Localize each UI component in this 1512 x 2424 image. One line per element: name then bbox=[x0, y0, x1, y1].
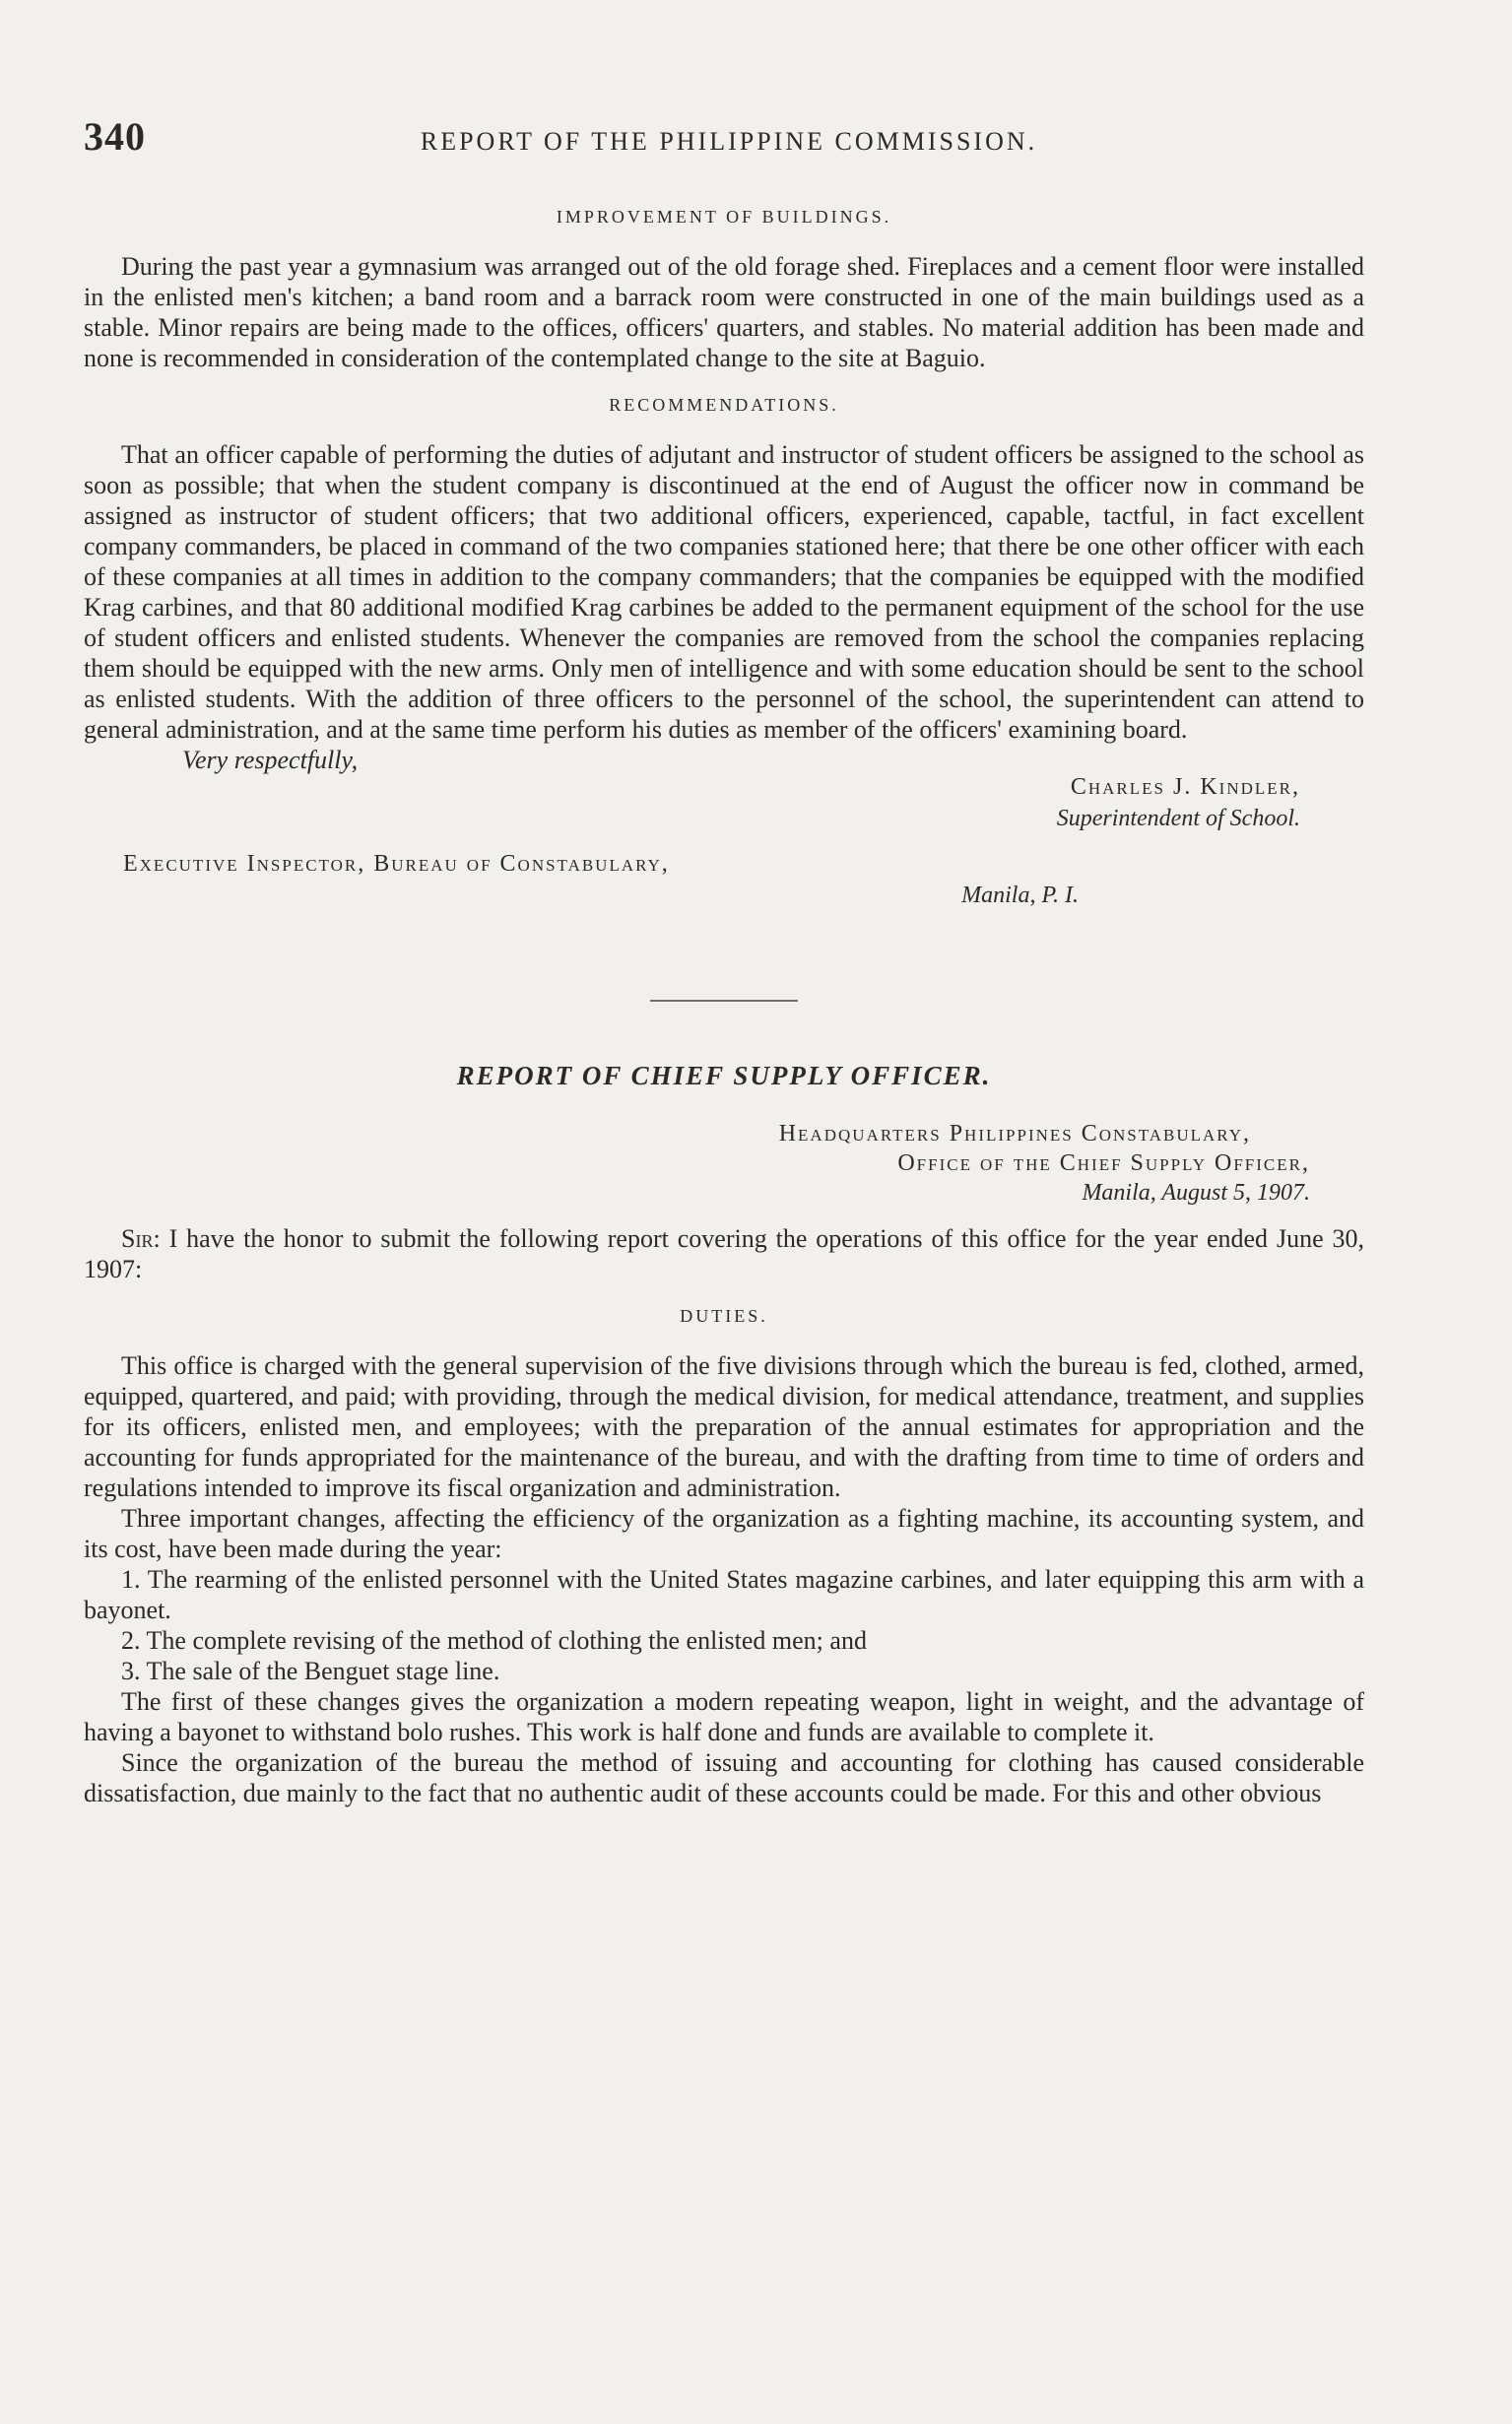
letterhead-date: Manila, August 5, 1907. bbox=[1082, 1180, 1310, 1206]
signature-name: Charles J. Kindler, bbox=[1070, 774, 1300, 800]
page-header bbox=[84, 113, 1364, 160]
text-column bbox=[84, 113, 1364, 1808]
first-change-paragraph: The first of these changes gives the organization a modern repeating weapon, light in weight, and the advantage of having a bayonet to withstand bolo rushes. This work is half done and funds are available to complete it. bbox=[84, 1687, 1364, 1746]
running-title: REPORT OF THE PHILIPPINE COMMISSION. bbox=[420, 127, 1038, 156]
recommendations-paragraph: That an officer capable of performing the duties of adjutant and instructor of student officers be assigned to the school as soon as possible; that when the student company is discontinued at the end of August the officer now in command be assigned as instructor of student officers; that two additional officers, experienced, capable, tactful, in fact excellent company commanders, be placed in command of the two companies stationed here; that there be one other officer with each of these companies at all times in addition to the company commanders; that the companies be equipped with the modified Krag carbines, and that 80 additional modified Krag carbines be added to the permanent equipment of the school for the use of student officers and enlisted students. Whenever the companies are removed from the school the companies replacing them should be equipped with the new arms. Only men of intelligence and with some education should be sent to the school as enlisted students. With the addition of three officers to the personnel of the school, the superintendent can attend to general administration, and at the same time perform his duties as member of the officers' examining board. bbox=[84, 440, 1364, 744]
closing-line: Very respectfully, bbox=[182, 746, 359, 774]
intro-text: I have the honor to submit the following report covering the operations of this office for the year ended June 30, 1907: bbox=[84, 1224, 1365, 1283]
addressee-line: Executive Inspector, Bureau of Constabulary, bbox=[123, 851, 670, 877]
change-item-1: 1. The rearming of the enlisted personnel with the United States magazine carbines, and later equipping this arm with a bayonet. bbox=[84, 1565, 1364, 1624]
duties-paragraph: This office is charged with the general supervision of the five divisions through which the bureau is fed, clothed, armed, equipped, quartered, and paid; with providing, through the medical division, for medical attendance, treatment, and supplies for its officers, enlisted men, and employees; with the preparation of the annual estimates for appropriation and the accounting for funds appropriated for the maintenance of the bureau, and with the drafting from time to time of orders and regulations intended to improve its fiscal organization and administration. bbox=[84, 1351, 1364, 1502]
letterhead-line-2: Office of the Chief Supply Officer, bbox=[897, 1150, 1310, 1176]
report-title: REPORT OF CHIEF SUPPLY OFFICER. bbox=[456, 1061, 992, 1090]
signature-block bbox=[84, 771, 1364, 834]
letterhead bbox=[84, 1119, 1364, 1208]
last-paragraph: Since the organization of the bureau the method of issuing and accounting for clothing has caused considerable dissatisfaction, due mainly to the fact that no authentic audit of these accounts could be made. For this and other obvious bbox=[84, 1748, 1364, 1807]
section-heading-improvement: IMPROVEMENT OF BUILDINGS. bbox=[556, 207, 892, 227]
section-divider bbox=[650, 1000, 798, 1002]
changes-paragraph: Three important changes, affecting the efficiency of the organization as a fighting machine, its accounting system, and its cost, have been made during the year: bbox=[84, 1504, 1364, 1563]
section-heading-recommendations: RECOMMENDATIONS. bbox=[609, 395, 839, 415]
change-item-3: 3. The sale of the Benguet stage line. bbox=[121, 1657, 500, 1685]
salutation: Sir: bbox=[121, 1224, 161, 1253]
addressee-place: Manila, P. I. bbox=[961, 883, 1079, 908]
section-heading-duties: DUTIES. bbox=[680, 1306, 768, 1326]
signature-title: Superintendent of School. bbox=[1056, 806, 1300, 831]
intro-paragraph bbox=[84, 1223, 1364, 1284]
page-number: 340 bbox=[84, 114, 146, 159]
change-item-2: 2. The complete revising of the method of clothing the enlisted men; and bbox=[121, 1626, 867, 1655]
improvement-paragraph: During the past year a gymnasium was arranged out of the old forage shed. Fireplaces and a cement floor were installed in the enlisted men's kitchen; a band room and a barrack room were constructed in one of the main buildings used as a stable. Minor repairs are being made to the offices, officers' quarters, and stables. No material addition has been made and none is recommended in consideration of the contemplated change to the site at Baguio. bbox=[84, 252, 1364, 372]
letterhead-line-1: Headquarters Philippines Constabulary, bbox=[778, 1121, 1251, 1146]
